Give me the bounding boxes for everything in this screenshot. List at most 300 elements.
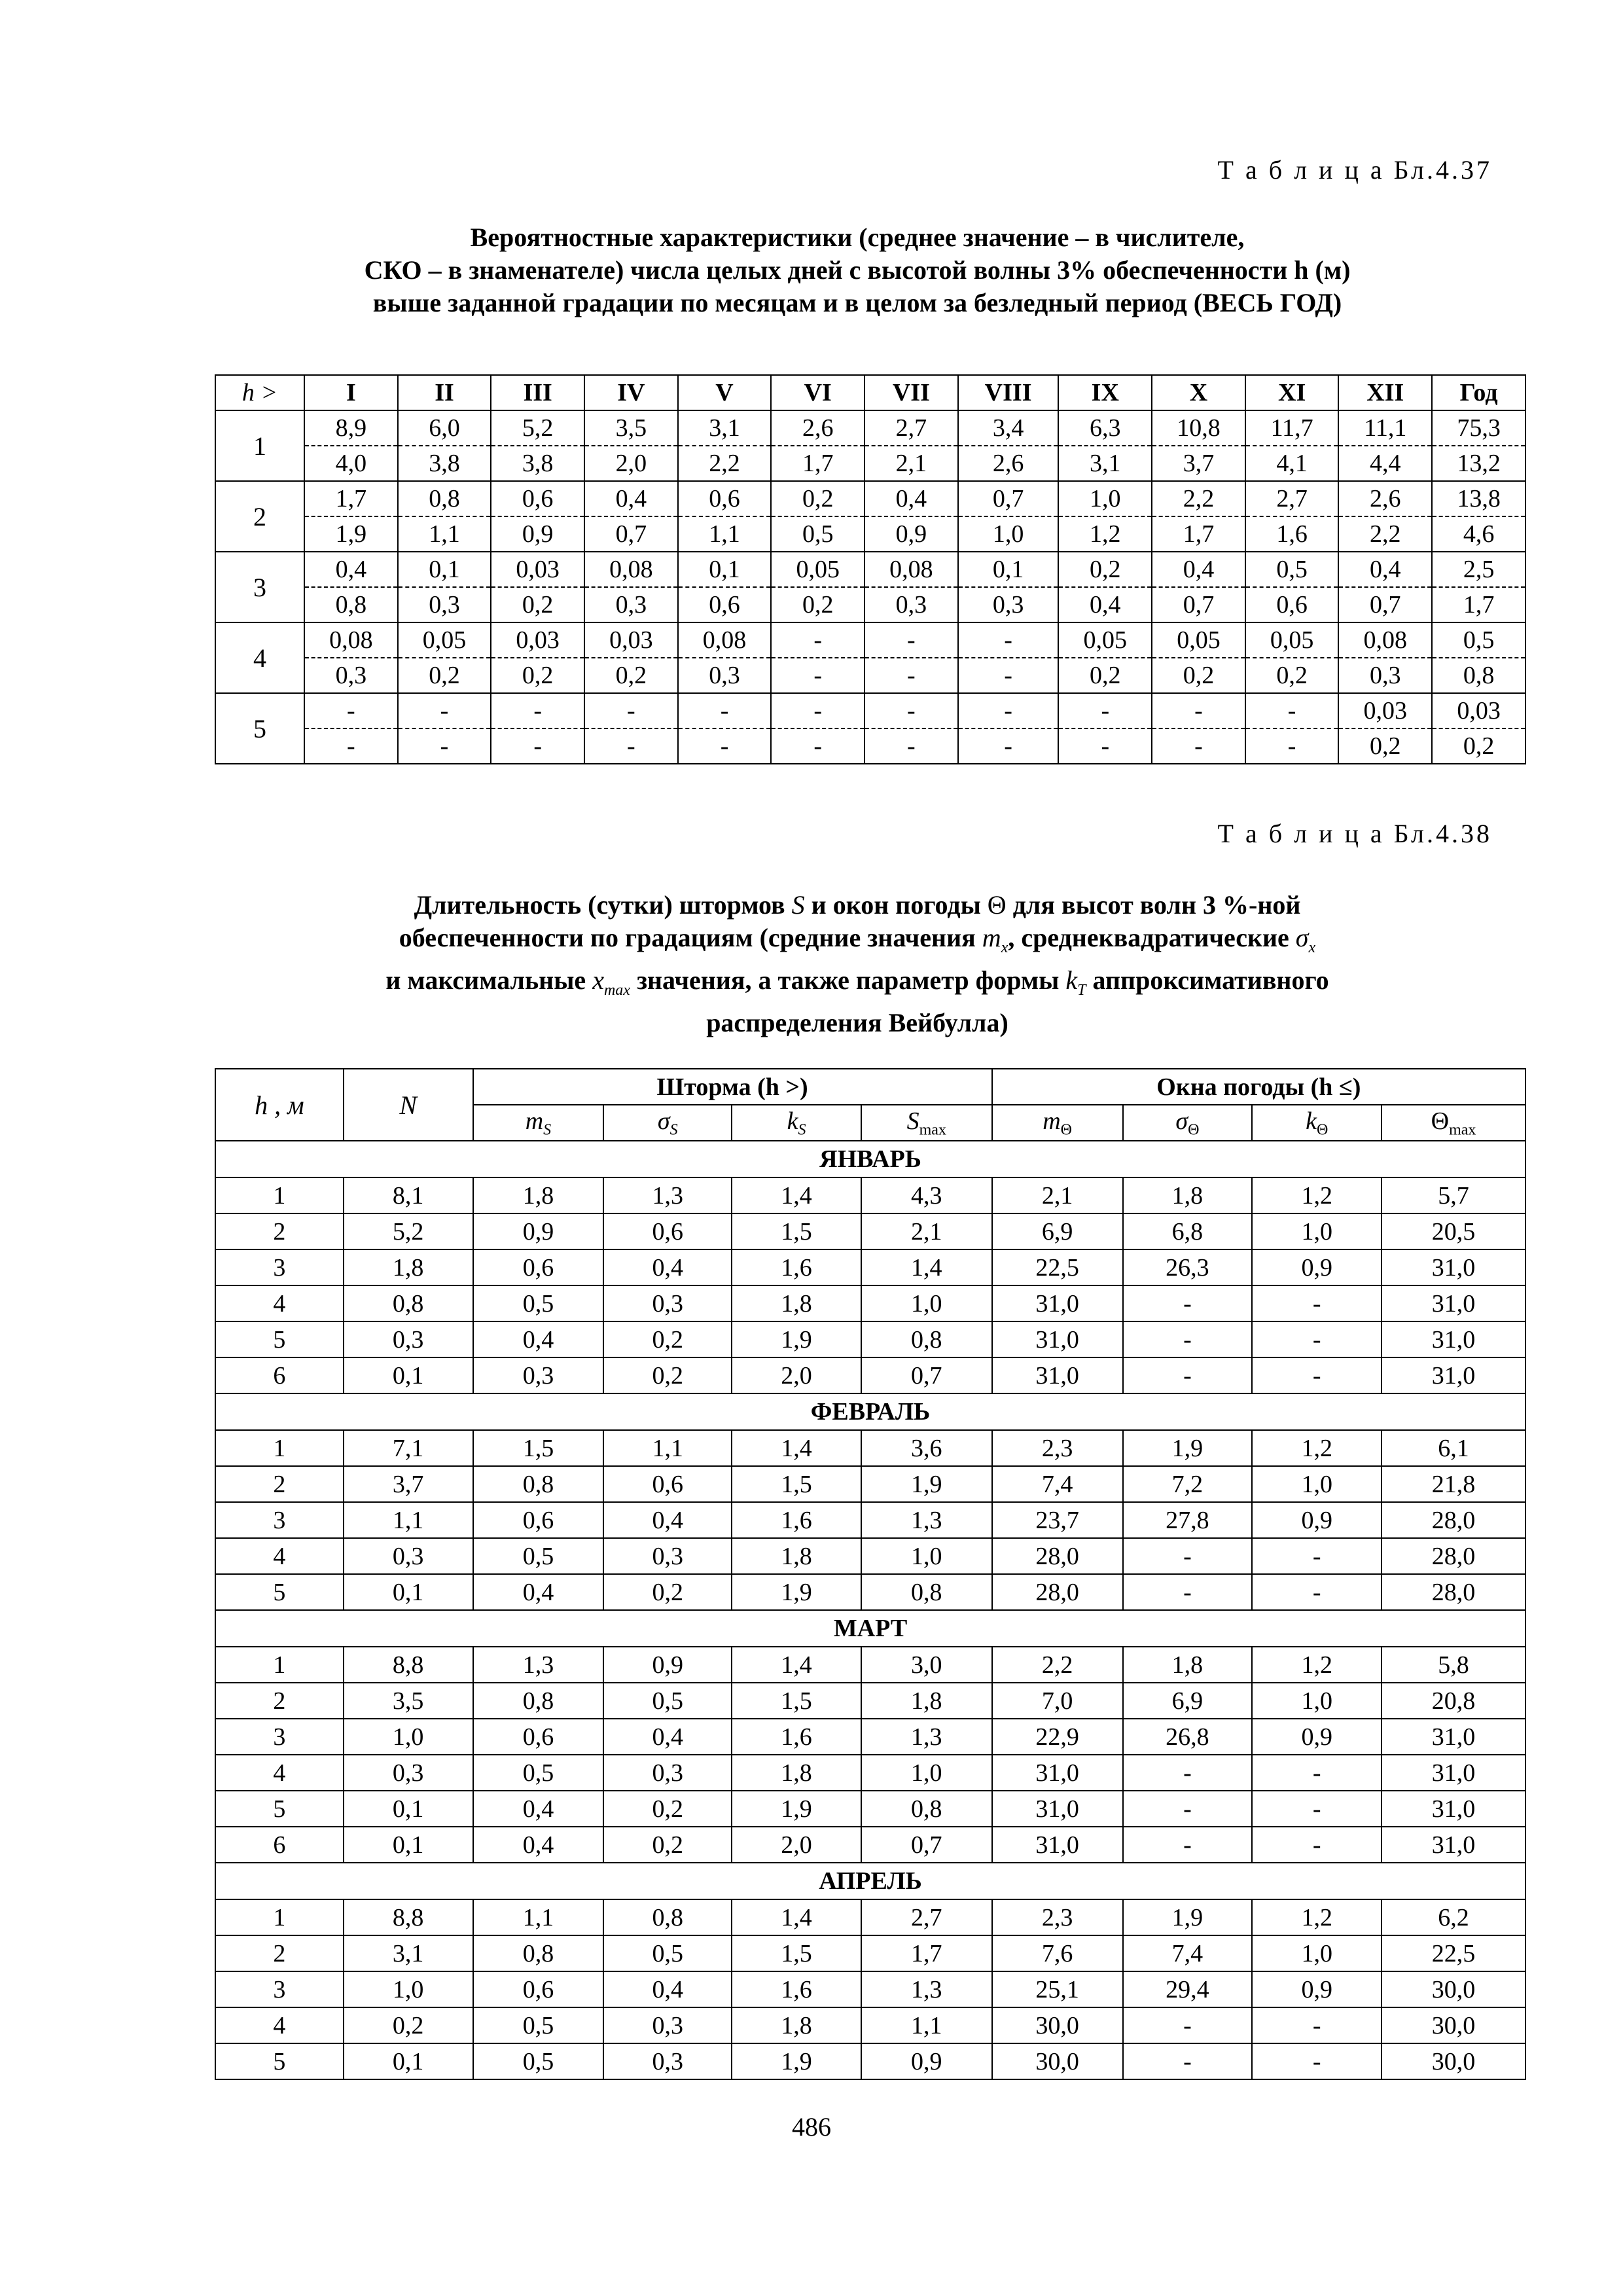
table-cell: 5,7 <box>1382 1177 1525 1213</box>
table-cell: 6,1 <box>1382 1430 1525 1466</box>
table-cell: 1,1 <box>344 1502 473 1538</box>
mean-cell: 0,1 <box>958 552 1059 587</box>
table-cell: 0,4 <box>473 1827 604 1863</box>
sd-cell: - <box>958 728 1059 764</box>
mean-cell: 8,9 <box>304 410 398 446</box>
sd-cell: 0,2 <box>1338 728 1432 764</box>
sd-cell: 0,8 <box>304 587 398 622</box>
sd-cell: 1,1 <box>678 516 772 552</box>
table-row-mean <box>215 693 1525 728</box>
table-cell: 0,2 <box>603 1827 732 1863</box>
table-row <box>215 1249 1525 1285</box>
table-cell: 0,6 <box>473 1249 604 1285</box>
table-row-sd <box>215 446 1525 481</box>
table-cell: 2,1 <box>992 1177 1123 1213</box>
month-row <box>215 1863 1525 1899</box>
table-cell: 31,0 <box>1382 1827 1525 1863</box>
mean-cell: 0,05 <box>771 552 865 587</box>
table-cell: - <box>1252 1574 1382 1610</box>
table-row <box>215 1791 1525 1827</box>
sd-cell: 0,7 <box>1152 587 1245 622</box>
table-cell: 2 <box>215 1935 344 1971</box>
duration-table <box>215 1068 1526 2080</box>
table-cell: 31,0 <box>992 1791 1123 1827</box>
table-row <box>215 1213 1525 1249</box>
table-cell: 3,6 <box>861 1430 992 1466</box>
table-cell: 8,8 <box>344 1899 473 1935</box>
sd-cell: 0,6 <box>1245 587 1339 622</box>
table-row <box>215 1177 1525 1213</box>
mean-cell: 3,4 <box>958 410 1059 446</box>
table-cell: 3 <box>215 1719 344 1755</box>
table-cell: 8,1 <box>344 1177 473 1213</box>
table-cell: 0,5 <box>473 2007 604 2043</box>
table-cell: 3,7 <box>344 1466 473 1502</box>
table-cell: 0,8 <box>473 1683 604 1719</box>
table-row-mean <box>215 410 1525 446</box>
table-cell: 1,4 <box>732 1647 861 1683</box>
table-cell: 2,1 <box>861 1213 992 1249</box>
table-cell: 21,8 <box>1382 1466 1525 1502</box>
sd-cell: - <box>1152 728 1245 764</box>
table-cell: - <box>1252 1538 1382 1574</box>
month-label: МАРТ <box>215 1610 1525 1647</box>
mean-cell: 75,3 <box>1432 410 1525 446</box>
month-label: ФЕВРАЛЬ <box>215 1393 1525 1430</box>
mean-cell: - <box>865 693 958 728</box>
table-row <box>215 1971 1525 2007</box>
table-row-mean <box>215 552 1525 587</box>
table-cell: 31,0 <box>1382 1357 1525 1393</box>
mean-cell: 6,0 <box>398 410 491 446</box>
mean-cell: 0,2 <box>1058 552 1152 587</box>
table-cell: 0,3 <box>473 1357 604 1393</box>
table-cell: - <box>1252 1357 1382 1393</box>
sd-cell: 0,8 <box>1432 658 1525 693</box>
table-cell: 8,8 <box>344 1647 473 1683</box>
sd-cell: 0,9 <box>491 516 584 552</box>
mean-cell: 0,4 <box>584 481 678 516</box>
table-cell: 28,0 <box>992 1538 1123 1574</box>
month-label: АПРЕЛЬ <box>215 1863 1525 1899</box>
table-row <box>215 1538 1525 1574</box>
mean-cell: 0,4 <box>1338 552 1432 587</box>
header-month: IX <box>1058 375 1152 410</box>
sd-cell: 0,4 <box>1058 587 1152 622</box>
mean-cell: - <box>304 693 398 728</box>
table-cell: 2,7 <box>861 1899 992 1935</box>
table-cell: 1,8 <box>1123 1177 1253 1213</box>
table-cell: 0,9 <box>861 2043 992 2079</box>
table-cell: 2,3 <box>992 1899 1123 1935</box>
table-cell: 6,9 <box>1123 1683 1253 1719</box>
table-cell: - <box>1123 1827 1253 1863</box>
sd-cell: 0,2 <box>491 587 584 622</box>
table-cell: 0,4 <box>473 1574 604 1610</box>
row-h-value: 3 <box>215 552 304 622</box>
table-row <box>215 1827 1525 1863</box>
table-cell: 0,8 <box>603 1899 732 1935</box>
table-cell: 2,3 <box>992 1430 1123 1466</box>
table-cell: 6,9 <box>992 1213 1123 1249</box>
title-symbol: $m_x$ <box>982 923 1008 956</box>
header-mtheta: $m_\Theta$ <box>992 1105 1123 1141</box>
table-cell: - <box>1123 1321 1253 1357</box>
table-cell: 2 <box>215 1213 344 1249</box>
mean-cell: 0,05 <box>1245 622 1339 658</box>
table-cell: 1,6 <box>732 1719 861 1755</box>
header-windows: Окна погоды (h ≤) <box>992 1069 1525 1105</box>
table-cell: 30,0 <box>1382 1971 1525 2007</box>
table-cell: 1,6 <box>732 1971 861 2007</box>
table-cell: - <box>1252 1321 1382 1357</box>
title-line: выше заданной градации по месяцам и в целом за безледный период (ВЕСЬ ГОД) <box>372 288 1342 317</box>
table-cell: 0,9 <box>1252 1249 1382 1285</box>
table-cell: 31,0 <box>992 1321 1123 1357</box>
table-cell: 0,3 <box>603 1285 732 1321</box>
table-cell: 6 <box>215 1827 344 1863</box>
table-cell: 6,8 <box>1123 1213 1253 1249</box>
title-symbol: S <box>791 890 805 920</box>
table-title <box>209 221 1505 319</box>
sd-cell: 4,6 <box>1432 516 1525 552</box>
table-cell: 1,2 <box>1252 1899 1382 1935</box>
mean-cell: - <box>1245 693 1339 728</box>
mean-cell: 0,05 <box>398 622 491 658</box>
table-row-sd <box>215 728 1525 764</box>
table-cell: - <box>1123 2043 1253 2079</box>
mean-cell: 2,6 <box>1338 481 1432 516</box>
table-cell: 2 <box>215 1466 344 1502</box>
sd-cell: - <box>865 728 958 764</box>
table-cell: 0,1 <box>344 2043 473 2079</box>
mean-cell: 2,6 <box>771 410 865 446</box>
mean-cell: 3,5 <box>584 410 678 446</box>
table-cell: 1 <box>215 1430 344 1466</box>
table-header-row <box>215 375 1525 410</box>
sd-cell: 0,3 <box>1338 658 1432 693</box>
row-h-value: 4 <box>215 622 304 693</box>
table-row <box>215 1647 1525 1683</box>
table-cell: 28,0 <box>992 1574 1123 1610</box>
table-cell: 5,2 <box>344 1213 473 1249</box>
mean-cell: - <box>1058 693 1152 728</box>
mean-cell: 0,03 <box>491 552 584 587</box>
table-cell: - <box>1123 2007 1253 2043</box>
header-thetamax: $\Theta_{max}$ <box>1382 1105 1525 1141</box>
table-cell: - <box>1252 2007 1382 2043</box>
table-cell: 0,8 <box>344 1285 473 1321</box>
table-cell: 0,9 <box>473 1213 604 1249</box>
table-cell: 22,5 <box>1382 1935 1525 1971</box>
table-cell: 1,0 <box>1252 1213 1382 1249</box>
mean-cell: 13,8 <box>1432 481 1525 516</box>
header-ms: $m_S$ <box>473 1105 604 1141</box>
table-cell: 1,8 <box>1123 1647 1253 1683</box>
sd-cell: 2,6 <box>958 446 1059 481</box>
table-cell: - <box>1252 2043 1382 2079</box>
mean-cell: 0,2 <box>771 481 865 516</box>
sd-cell: - <box>398 728 491 764</box>
month-row <box>215 1610 1525 1647</box>
table-cell: 0,3 <box>603 1755 732 1791</box>
table-cell: 20,5 <box>1382 1213 1525 1249</box>
table-cell: 0,9 <box>1252 1719 1382 1755</box>
table-cell: 2,0 <box>732 1827 861 1863</box>
sd-cell: 0,5 <box>771 516 865 552</box>
sd-cell: 0,3 <box>865 587 958 622</box>
table-cell: 22,5 <box>992 1249 1123 1285</box>
table-cell: 1,4 <box>732 1177 861 1213</box>
table-cell: - <box>1252 1827 1382 1863</box>
mean-cell: 0,7 <box>958 481 1059 516</box>
table-cell: 1,2 <box>1252 1430 1382 1466</box>
sd-cell: 3,1 <box>1058 446 1152 481</box>
table-cell: 1,9 <box>861 1466 992 1502</box>
table-cell: 3 <box>215 1249 344 1285</box>
title-line <box>209 964 1505 1007</box>
table-row <box>215 1935 1525 1971</box>
header-year: Год <box>1432 375 1525 410</box>
table-header-row <box>215 1069 1525 1105</box>
table-cell: 0,8 <box>861 1321 992 1357</box>
table-cell: 3 <box>215 1502 344 1538</box>
sd-cell: 1,7 <box>1152 516 1245 552</box>
title-line <box>209 922 1505 964</box>
table-cell: 1,5 <box>732 1213 861 1249</box>
mean-cell: 0,05 <box>1058 622 1152 658</box>
table-cell: 1,0 <box>1252 1683 1382 1719</box>
mean-cell: 0,4 <box>304 552 398 587</box>
sd-cell: - <box>771 658 865 693</box>
table-cell: 30,0 <box>992 2007 1123 2043</box>
mean-cell: 2,5 <box>1432 552 1525 587</box>
table-cell: 5 <box>215 1321 344 1357</box>
title-symbol: Θ <box>987 890 1007 920</box>
sd-cell: 0,7 <box>584 516 678 552</box>
mean-cell: 0,6 <box>678 481 772 516</box>
table-cell: 1,3 <box>473 1647 604 1683</box>
mean-cell: 5,2 <box>491 410 584 446</box>
table-cell: 0,4 <box>603 1971 732 2007</box>
sd-cell: 0,2 <box>398 658 491 693</box>
table-cell: 0,3 <box>603 2043 732 2079</box>
table-cell: 0,7 <box>861 1357 992 1393</box>
mean-cell: 0,05 <box>1152 622 1245 658</box>
mean-cell: 0,4 <box>1152 552 1245 587</box>
mean-cell: 0,5 <box>1245 552 1339 587</box>
table-cell: 0,5 <box>473 1538 604 1574</box>
table-cell: 31,0 <box>1382 1321 1525 1357</box>
table-row <box>215 1899 1525 1935</box>
table-cell: 1,0 <box>344 1719 473 1755</box>
table-cell: 31,0 <box>992 1357 1123 1393</box>
mean-cell: - <box>958 693 1059 728</box>
table-cell: 1,9 <box>732 1791 861 1827</box>
title-line: СКО – в знаменателе) числа целых дней с высотой волны 3% обеспеченности h (м) <box>364 255 1351 285</box>
table-cell: - <box>1252 1755 1382 1791</box>
table-cell: 1,3 <box>861 1719 992 1755</box>
table-cell: 31,0 <box>1382 1285 1525 1321</box>
table-row <box>215 2043 1525 2079</box>
table-cell: 5,8 <box>1382 1647 1525 1683</box>
title-text: и максимальные <box>385 965 586 995</box>
mean-cell: 0,4 <box>865 481 958 516</box>
table-cell: 4 <box>215 2007 344 2043</box>
table-cell: 1,9 <box>732 1574 861 1610</box>
table-cell: - <box>1123 1791 1253 1827</box>
table-cell: 30,0 <box>1382 2043 1525 2079</box>
mean-cell: 0,08 <box>865 552 958 587</box>
table-cell: 1,4 <box>732 1430 861 1466</box>
table-cell: 1,3 <box>861 1502 992 1538</box>
table-cell: 1,8 <box>732 2007 861 2043</box>
sd-cell: 0,7 <box>1338 587 1432 622</box>
sd-cell: 1,1 <box>398 516 491 552</box>
table-title <box>209 889 1505 1039</box>
table-cell: 1,1 <box>861 2007 992 2043</box>
sd-cell: - <box>771 728 865 764</box>
table-cell: 0,3 <box>344 1321 473 1357</box>
table-row <box>215 1719 1525 1755</box>
header-h: h , м <box>215 1069 344 1141</box>
table-cell: 0,2 <box>603 1321 732 1357</box>
mean-cell: 0,08 <box>678 622 772 658</box>
table-label: Т а б л и ц а Бл.4.37 <box>1217 155 1492 185</box>
table-cell: 30,0 <box>1382 2007 1525 2043</box>
sd-cell: - <box>958 658 1059 693</box>
mean-cell: 0,08 <box>1338 622 1432 658</box>
sd-cell: 0,2 <box>1058 658 1152 693</box>
table-cell: 0,4 <box>603 1249 732 1285</box>
sd-cell: 2,0 <box>584 446 678 481</box>
table-cell: 2,2 <box>992 1647 1123 1683</box>
sd-cell: 1,2 <box>1058 516 1152 552</box>
mean-cell: - <box>491 693 584 728</box>
mean-cell: 1,7 <box>304 481 398 516</box>
table-cell: 31,0 <box>1382 1791 1525 1827</box>
sd-cell: 1,6 <box>1245 516 1339 552</box>
table-cell: 7,6 <box>992 1935 1123 1971</box>
title-text: Длительность (сутки) штормов <box>414 890 785 920</box>
table-cell: 1,5 <box>732 1466 861 1502</box>
sd-cell: 4,1 <box>1245 446 1339 481</box>
table-row <box>215 1321 1525 1357</box>
table-cell: 31,0 <box>1382 1755 1525 1791</box>
month-row <box>215 1141 1525 1177</box>
header-month: V <box>678 375 772 410</box>
table-cell: 0,1 <box>344 1357 473 1393</box>
sd-cell: 0,3 <box>958 587 1059 622</box>
table-cell: 1 <box>215 1899 344 1935</box>
table-cell: 1,6 <box>732 1502 861 1538</box>
sd-cell: 3,8 <box>491 446 584 481</box>
table-cell: 1,2 <box>1252 1177 1382 1213</box>
sd-cell: 2,2 <box>678 446 772 481</box>
table-cell: 2,0 <box>732 1357 861 1393</box>
sd-cell: 1,7 <box>771 446 865 481</box>
table-row <box>215 2007 1525 2043</box>
mean-cell: 0,03 <box>1432 693 1525 728</box>
mean-cell: 11,7 <box>1245 410 1339 446</box>
table-row-mean <box>215 622 1525 658</box>
header-month: VI <box>771 375 865 410</box>
title-symbol: $x_{max}$ <box>592 965 630 999</box>
table-cell: 1,1 <box>603 1430 732 1466</box>
table-cell: - <box>1252 1285 1382 1321</box>
sd-cell: 0,9 <box>865 516 958 552</box>
table-row <box>215 1574 1525 1610</box>
table-cell: 1,1 <box>473 1899 604 1935</box>
table-cell: 0,2 <box>603 1791 732 1827</box>
table-cell: 3,0 <box>861 1647 992 1683</box>
month-row <box>215 1393 1525 1430</box>
table-cell: 0,1 <box>344 1574 473 1610</box>
table-cell: 1,8 <box>732 1755 861 1791</box>
title-line <box>209 889 1505 922</box>
sd-cell: 0,3 <box>304 658 398 693</box>
table-cell: 4 <box>215 1538 344 1574</box>
sd-cell: 0,2 <box>584 658 678 693</box>
mean-cell: 0,1 <box>398 552 491 587</box>
sd-cell: 3,7 <box>1152 446 1245 481</box>
table-row-sd <box>215 658 1525 693</box>
row-h-value: 5 <box>215 693 304 764</box>
table-cell: 2 <box>215 1683 344 1719</box>
table-cell: 1,7 <box>861 1935 992 1971</box>
sd-cell: - <box>304 728 398 764</box>
mean-cell: 3,1 <box>678 410 772 446</box>
table-cell: 25,1 <box>992 1971 1123 2007</box>
table-cell: 0,9 <box>1252 1971 1382 2007</box>
title-text: аппроксимативного <box>1092 965 1329 995</box>
table-row <box>215 1755 1525 1791</box>
table-cell: 26,3 <box>1123 1249 1253 1285</box>
header-month: XI <box>1245 375 1339 410</box>
sd-cell: 0,3 <box>398 587 491 622</box>
table-cell: 0,6 <box>473 1971 604 2007</box>
mean-cell: 10,8 <box>1152 410 1245 446</box>
table-cell: 1,0 <box>1252 1466 1382 1502</box>
mean-cell: 11,1 <box>1338 410 1432 446</box>
header-storms: Шторма (h >) <box>473 1069 992 1105</box>
table-cell: 28,0 <box>1382 1574 1525 1610</box>
table-cell: 1,3 <box>603 1177 732 1213</box>
table-cell: 28,0 <box>1382 1502 1525 1538</box>
sd-cell: 4,0 <box>304 446 398 481</box>
table-cell: 0,9 <box>603 1647 732 1683</box>
table-cell: 1,9 <box>1123 1899 1253 1935</box>
table-cell: 1,9 <box>732 1321 861 1357</box>
header-month: XII <box>1338 375 1432 410</box>
table-cell: 1,5 <box>732 1935 861 1971</box>
mean-cell: - <box>398 693 491 728</box>
sd-cell: 1,0 <box>958 516 1059 552</box>
sd-cell: 0,2 <box>771 587 865 622</box>
sd-cell: 0,2 <box>491 658 584 693</box>
sd-cell: 0,2 <box>1152 658 1245 693</box>
table-cell: 0,6 <box>603 1466 732 1502</box>
table-cell: 1,0 <box>861 1285 992 1321</box>
sd-cell: - <box>678 728 772 764</box>
sd-cell: 2,1 <box>865 446 958 481</box>
table-cell: 0,1 <box>344 1827 473 1863</box>
table-row <box>215 1683 1525 1719</box>
mean-cell: 0,08 <box>304 622 398 658</box>
table-cell: 4,3 <box>861 1177 992 1213</box>
header-month: VIII <box>958 375 1059 410</box>
table-cell: 7,2 <box>1123 1466 1253 1502</box>
